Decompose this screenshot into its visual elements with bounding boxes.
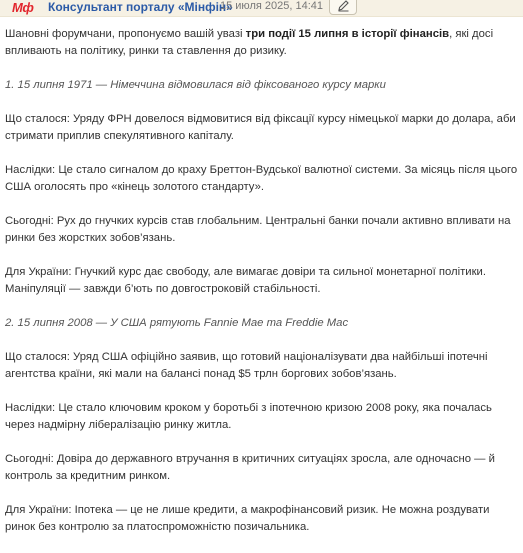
event-paragraph: Сьогодні: Рух до гнучких курсів став глобальним. Центральні банки почали активно впливати на ринки без жорстких зобов’язань. [5, 215, 511, 244]
post-header [0, 0, 523, 17]
event-paragraph: Наслідки: Це стало сигналом до краху Бреттон-Вудської валютної системи. За місяць після цього США оголосять про «кінець золотого стандарту». [5, 164, 518, 193]
intro-paragraph: Шановні форумчани, пропонуємо вашій увазі три події 15 липня в історії фінансів, які досі впливають на політику, ринки та ставлення до ризику. [5, 28, 494, 57]
event-heading: 2. 15 липня 2008 — У США рятують Fannie Mae та Freddie Mac [5, 317, 349, 329]
event-heading: 1. 15 липня 1971 — Німеччина відмовилася від фіксованого курсу марки [5, 79, 386, 91]
event-paragraph: Сьогодні: Довіра до державного втручання в критичних ситуаціях зросла, але одночасно — й контроль за кредитним ринком. [5, 453, 495, 482]
minfin-logo[interactable]: Мф [12, 0, 34, 15]
event-paragraph: Що сталося: Уряд США офіційно заявив, що готовий націоналізувати два найбільші іпотечні агентства країни, які мали на балансі понад $5 трлн боргових зобов’язань. [5, 351, 488, 380]
edit-button[interactable] [329, 0, 357, 15]
pencil-icon [337, 0, 350, 12]
author-name-link[interactable]: Консультант порталу «Мінфін» [48, 0, 233, 14]
event-paragraph: Що сталося: Уряду ФРН довелося відмовитися від фіксації курсу німецької марки до долара, аби стримати приплив спекулятивного капіталу. [5, 113, 516, 142]
event-paragraph: Для України: Гнучкий курс дає свободу, але вимагає довіри та сильної монетарної політики. Маніпуляції — завжди б’ють по довгостроковій стабільності. [5, 266, 487, 295]
post-body [5, 26, 518, 553]
event-paragraph: Наслідки: Це стало ключовим кроком у боротьбі з іпотечною кризою 2008 року, яка почалась через надмірну лібералізацію ринку житла. [5, 402, 492, 431]
intro-highlight: три події 15 липня в історії фінансів [245, 28, 450, 40]
event-paragraph: Для України: Іпотека — це не лише кредити, а макрофінансовий ризик. Не можна роздувати ринок без контролю за платоспроможністю позичальника. [5, 504, 490, 533]
post-date: 15 июля 2025, 14:41 [220, 0, 323, 12]
